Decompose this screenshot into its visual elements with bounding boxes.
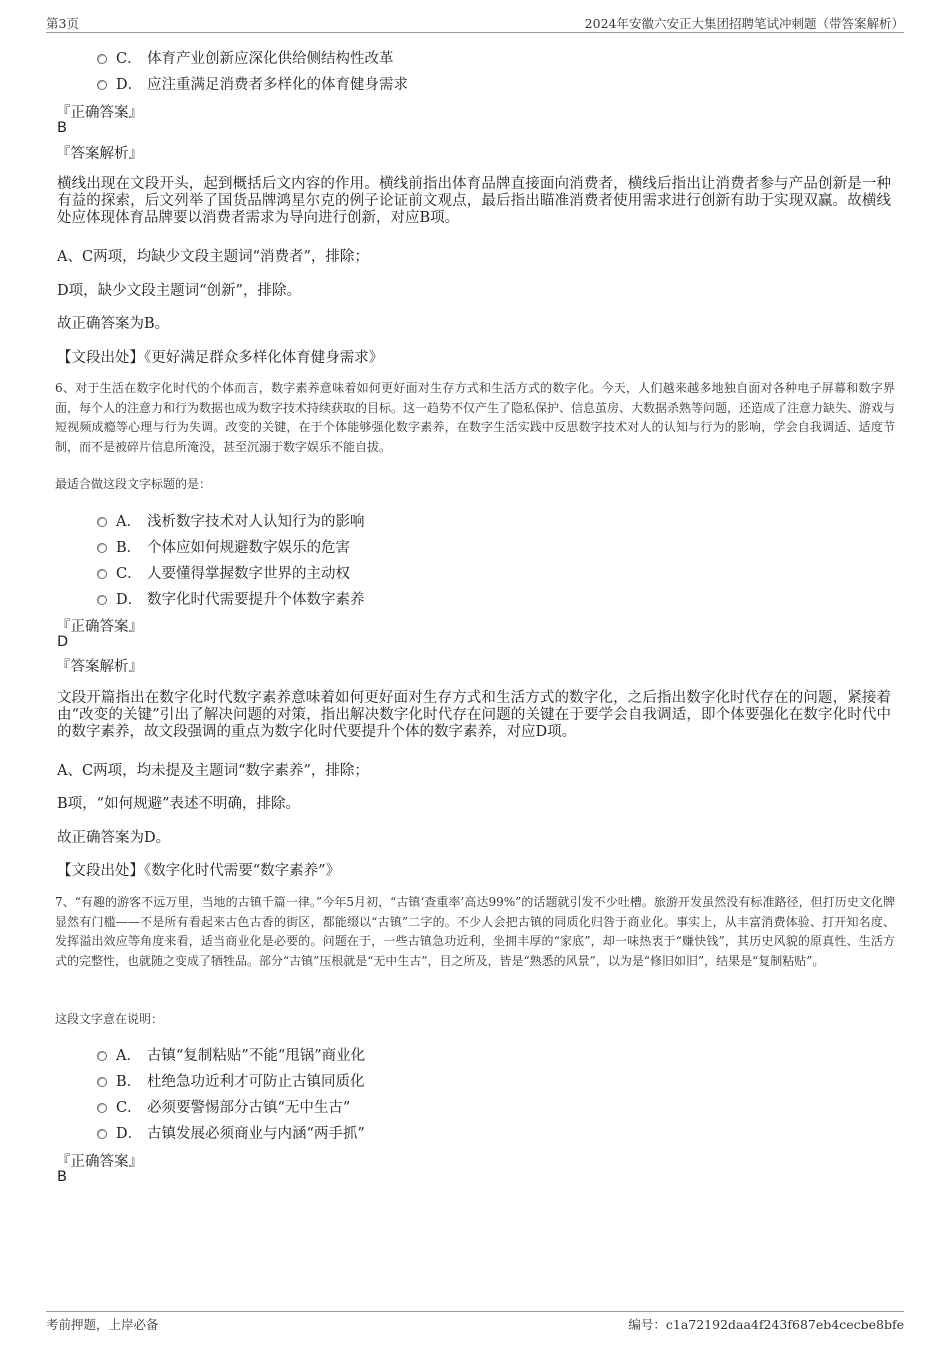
q6-conclusion: 故正确答案为D。	[57, 830, 171, 846]
radio-icon[interactable]	[97, 54, 107, 64]
q5-option-d[interactable]: D． 应注重满足消费者多样化的体育健身需求	[97, 73, 408, 94]
radio-icon[interactable]	[97, 517, 107, 527]
q7-option-b[interactable]: B． 杜绝急功近利才可防止古镇同质化	[97, 1070, 365, 1091]
q7-stem: 7、“有趣的游客不远万里，当地的古镇千篇一律。”今年5月初，“古镇‘查重率’高达99%”的话题就引发不少吐槽。旅游开发虽然没有标准路径，但打历史文化牌显然有门槛——不是所有看起来古色古香的街区，都能缀以“古镇”二字的。不少人会把古镇的同质化归咎于商业化。事实上，从丰富消费体验、打开知名度、发挥溢出效应等角度来看，适当商业化是必要的。问题在于，一些古镇急功近利，坐拥丰厚的“家底”，却一味热衷于“赚快钱”，其历史风貌的原真性、生活方式的完整性，也就随之变成了牺牲品。部分“古镇”压根就是“无中生古”，目之所及，皆是“熟悉的风景”，以为是“修旧如旧”，结果是“复制粘贴”。	[55, 895, 895, 968]
q7-answer-label: 『正确答案』	[56, 1154, 143, 1170]
q6-option-a[interactable]: A． 浅析数字技术对人认知行为的影响	[97, 510, 365, 531]
q6-analysis-label: 『答案解析』	[56, 659, 143, 675]
q6-stem: 6、对于生活在数字化时代的个体而言，数字素养意味着如何更好面对生存方式和生活方式的数字化。今天，人们越来越多地独自面对各种电子屏幕和数字界面，每个人的注意力和行为数据也成为数字技术持续获取的目标。这一趋势不仅产生了隐私保护、信息茧房、大数据杀熟等问题，还造成了注意力缺失、游戏与短视频成瘾等心理与行为失调。改变的关键，在于个体能够强化数字素养，在数字生活实践中反思数字技术对人的认知与行为的影响，学会自我调适、适度节制，而不是被碎片信息所淹没，甚至沉溺于数字娱乐不能自拔。	[55, 381, 896, 454]
q5-source: 【文段出处】《更好满足群众多样化体育健身需求》	[57, 350, 384, 366]
radio-icon[interactable]	[97, 1103, 107, 1113]
footer-slogan: 考前押题，上岸必备	[46, 1317, 159, 1332]
q6-option-d[interactable]: D． 数字化时代需要提升个体数字素养	[97, 588, 365, 609]
document-id: 编号：c1a72192daa4f243f687eb4cecbe8bfe	[628, 1317, 904, 1332]
q7-option-a[interactable]: A． 古镇“复制粘贴”不能“甩锅”商业化	[97, 1044, 365, 1065]
radio-icon[interactable]	[97, 595, 107, 605]
page-footer	[46, 1311, 904, 1334]
q6-option-c[interactable]: C． 人要懂得掌握数字世界的主动权	[97, 562, 350, 583]
radio-icon[interactable]	[97, 1129, 107, 1139]
q6-answer-label: 『正确答案』	[56, 619, 143, 635]
q5-conclusion: 故正确答案为B。	[57, 316, 170, 332]
page-header	[46, 14, 904, 33]
q7-option-d[interactable]: D． 古镇发展必须商业与内涵“两手抓”	[97, 1122, 365, 1143]
q5-answer: B	[57, 120, 67, 136]
radio-icon[interactable]	[97, 1077, 107, 1087]
q5-answer-label: 『正确答案』	[56, 105, 143, 121]
radio-icon[interactable]	[97, 569, 107, 579]
q5-option-c[interactable]: C． 体育产业创新应深化供给侧结构性改革	[97, 47, 394, 68]
q6-exclude-ac: A、C两项，均未提及主题词“数字素养”，排除；	[57, 763, 369, 779]
q6-prompt: 最适合做这段文字标题的是：	[55, 477, 212, 491]
document-title: 2024年安徽六安正大集团招聘笔试冲刺题（带答案解析）	[584, 16, 904, 31]
q7-prompt: 这段文字意在说明：	[55, 1012, 164, 1026]
q5-exclude-d: D项，缺少文段主题词“创新”，排除。	[57, 283, 301, 299]
q6-analysis: 文段开篇指出在数字化时代数字素养意味着如何更好面对生存方式和生活方式的数字化，之后指出数字化时代存在的问题，紧接着由“改变的关键”引出了解决问题的对策，指出解决数字化时代存在问题的关键在于要学会自我调适，即个体要强化在数字化时代中的数字素养，故文段强调的重点为数字化时代要提升个体的数字素养，对应D项。	[57, 690, 891, 740]
q5-analysis-label: 『答案解析』	[56, 146, 143, 162]
radio-icon[interactable]	[97, 80, 107, 90]
q7-option-c[interactable]: C． 必须要警惕部分古镇“无中生古”	[97, 1096, 350, 1117]
page-number: 第3页	[46, 16, 79, 31]
q7-answer: B	[57, 1169, 67, 1185]
radio-icon[interactable]	[97, 1051, 107, 1061]
q6-answer: D	[57, 634, 69, 650]
q5-exclude-ac: A、C两项，均缺少文段主题词“消费者”，排除；	[57, 249, 369, 265]
q6-exclude-b: B项，“如何规避”表述不明确，排除。	[57, 796, 300, 812]
q6-source: 【文段出处】《数字化时代需要“数字素养”》	[57, 863, 341, 879]
q5-analysis: 横线出现在文段开头，起到概括后文内容的作用。横线前指出体育品牌直接面向消费者，横线后指出让消费者参与产品创新是一种有益的探索，后文列举了国货品牌鸿星尔克的例子论证前文观点，最后指出瞄准消费者使用需求进行创新有助于实现双赢。故横线处应体现体育品牌要以消费者需求为导向进行创新，对应B项。	[57, 176, 891, 226]
radio-icon[interactable]	[97, 543, 107, 553]
q6-option-b[interactable]: B． 个体应如何规避数字娱乐的危害	[97, 536, 350, 557]
